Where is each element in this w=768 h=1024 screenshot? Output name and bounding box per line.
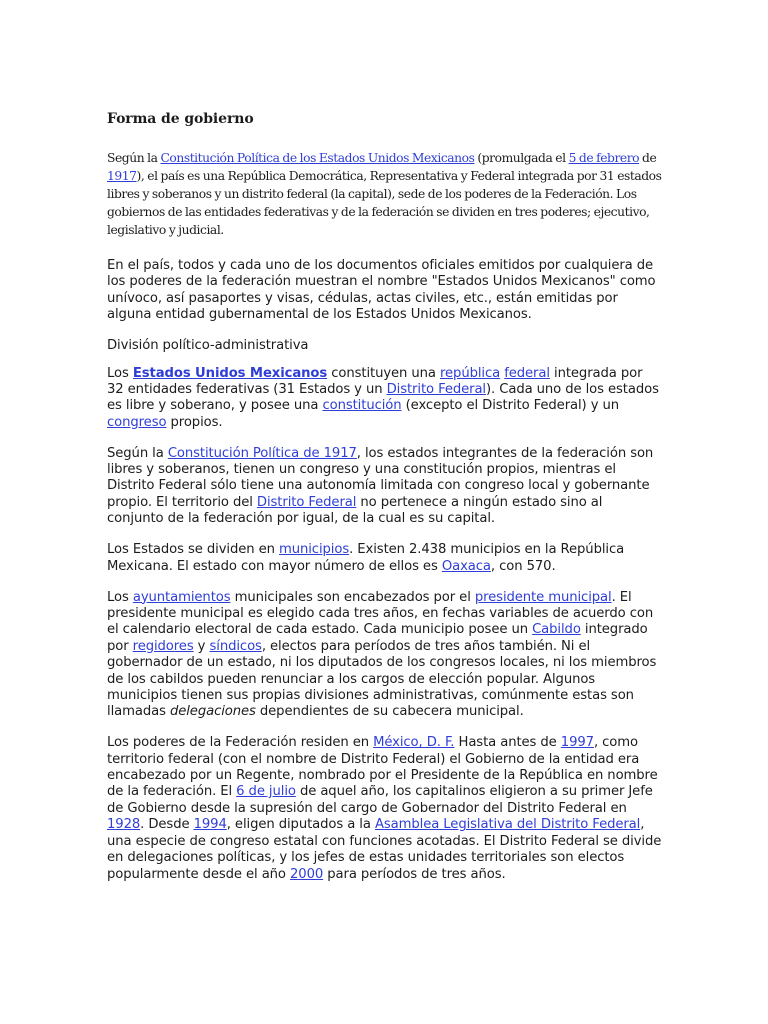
link-asamblea-legislativa[interactable]: Asamblea Legislativa del Distrito Federal — [374, 817, 641, 833]
link-constitucion-politica[interactable]: Constitución Política de los Estados Unidos Mexicanos — [160, 151, 475, 165]
italic-term: delegaciones — [169, 704, 256, 720]
text-run: (excepto el Distrito Federal) y un — [401, 398, 620, 414]
text-run: y — [193, 638, 210, 654]
text-run: Los Estados se dividen en — [107, 542, 279, 558]
link-1994[interactable]: 1994 — [193, 817, 227, 833]
link-label: Estados Unidos Mexicanos — [132, 365, 328, 381]
text-run: Según la — [107, 445, 168, 461]
text-run: , los estados integrantes de la federación son libres y soberanos, tienen un congreso y una constitución propios, mientras el Distrito Federal sólo tiene una autonomía limitada con congreso local y gobernante propio. El territorio del — [107, 445, 654, 510]
text-run: , con 570. — [490, 558, 556, 574]
text-run: no pertenece a ningún estado sino al conjunto de la federación por igual, de la cual es su capital. — [107, 494, 603, 527]
link-regidores[interactable]: regidores — [132, 638, 194, 654]
link-1917[interactable]: 1917 — [107, 169, 137, 183]
paragraph-ayuntamientos — [107, 590, 662, 721]
link-constitucion-1917[interactable]: Constitución Política de 1917 — [167, 445, 357, 461]
text-run: , una especie de congreso estatal con funciones acotadas. El Distrito Federal se divide en delegaciones políticas, y los jefes de estas unidades territoriales son electos popularmente desde el año — [107, 817, 662, 882]
link-presidente-municipal[interactable]: presidente municipal — [474, 589, 612, 605]
document-page — [107, 108, 662, 897]
text-run: . Existen 2.438 municipios en la República Mexicana. El estado con mayor número de ellos es — [107, 542, 625, 574]
link-6-de-julio[interactable]: 6 de julio — [236, 784, 296, 800]
link-1997[interactable]: 1997 — [560, 735, 594, 751]
link-mexico-df[interactable]: México, D. F. — [373, 735, 455, 751]
link-oaxaca[interactable]: Oaxaca — [441, 558, 491, 574]
text-run: Los — [107, 589, 133, 605]
text-run: dependientes de su cabecera municipal. — [255, 704, 524, 720]
text-run: Los — [107, 365, 133, 381]
text-run: para períodos de tres años. — [323, 866, 506, 882]
link-municipios[interactable]: municipios — [278, 542, 350, 558]
link-constitucion[interactable]: constitución — [322, 398, 402, 414]
text-run: propios. — [166, 414, 223, 430]
text-run: de aquel año, los capitalinos eligieron a su primer Jefe de Gobierno desde la supresión del cargo de Gobernador del Distrito Federal en — [107, 784, 653, 816]
section-heading: Forma de gobierno — [107, 111, 254, 127]
link-1928[interactable]: 1928 — [107, 817, 141, 833]
link-cabildo[interactable]: Cabildo — [532, 622, 581, 638]
link-distrito-federal[interactable]: Distrito Federal — [386, 381, 486, 397]
text-run: constituyen una — [327, 365, 441, 381]
text-run: . El presidente municipal es elegido cada tres años, en fechas variables de acuerdo con el calendario electoral de cada estado. Cada municipio posee un — [107, 589, 654, 638]
link-congreso[interactable]: congreso — [107, 414, 167, 430]
text-run: municipales son encabezados por el — [230, 589, 475, 605]
text-run: ), el país es una República Democrática, Representativa y Federal integrada por 31 estados libres y soberanos y un distrito federal (la capital), sede de los poderes de la Federación. Los gobiernos de las entidades federativas y de la federación se dividen en tres poderes; ejecutivo, legislativo y judicial. — [107, 169, 662, 237]
link-estados-unidos-mexicanos[interactable] — [133, 366, 327, 381]
link-ayuntamientos[interactable]: ayuntamientos — [132, 589, 231, 605]
text-run: , electos para períodos de tres años también. Ni el gobernador de un estado, ni los diputados de los congresos locales, ni los miembros de los cabildos pueden renunciar a los cargos de elección popular. Algunos municipios tienen sus propias divisiones administrativas, comúnmente estas son llamadas — [107, 638, 657, 720]
link-federal[interactable]: federal — [504, 365, 550, 381]
link-republica[interactable]: república — [440, 365, 501, 381]
paragraph-constitution — [107, 149, 662, 239]
subheading-division: División político-administrativa — [107, 338, 309, 354]
text-run: , eligen diputados a la — [226, 817, 375, 833]
text-run: integrado por — [107, 622, 648, 654]
text-run: (promulgada el — [474, 151, 569, 165]
text-run: de — [639, 151, 657, 165]
text-run: Los poderes de la Federación residen en — [107, 735, 374, 751]
link-5-de-febrero[interactable]: 5 de febrero — [568, 151, 640, 165]
paragraph-municipios — [107, 542, 662, 575]
paragraph-official-documents: En el país, todos y cada uno de los documentos oficiales emitidos por cualquiera de los poderes de la federación muestran el nombre "Estados Unidos Mexicanos" como unívoco, así pasaportes y visas, cédulas, actas civiles, etc., están emitidas por alguna entidad gubernamental de los Estados Unidos Mexicanos. — [107, 258, 656, 323]
paragraph-constitution-1917 — [107, 446, 662, 528]
text-run: integrada por 32 entidades federativas (31 Estados y un — [107, 365, 643, 397]
paragraph-federal-entities — [107, 366, 662, 432]
paragraph-poderes-federacion — [107, 735, 662, 883]
link-2000[interactable]: 2000 — [290, 866, 324, 882]
text-run: Hasta antes de — [454, 735, 561, 751]
link-sindicos[interactable]: síndicos — [209, 638, 262, 654]
link-distrito-federal-2[interactable]: Distrito Federal — [256, 494, 357, 510]
text-run: ). Cada uno de los estados es libre y soberano, y posee una — [107, 381, 659, 414]
text-run: , como territorio federal (con el nombre de Distrito Federal) el Gobierno de la entidad era encabezado por un Regente, nombrado por el Presidente de la República en nombre de la federación. El — [107, 735, 658, 800]
text-run: Según la — [107, 151, 161, 165]
text-run: . Desde — [140, 817, 194, 833]
